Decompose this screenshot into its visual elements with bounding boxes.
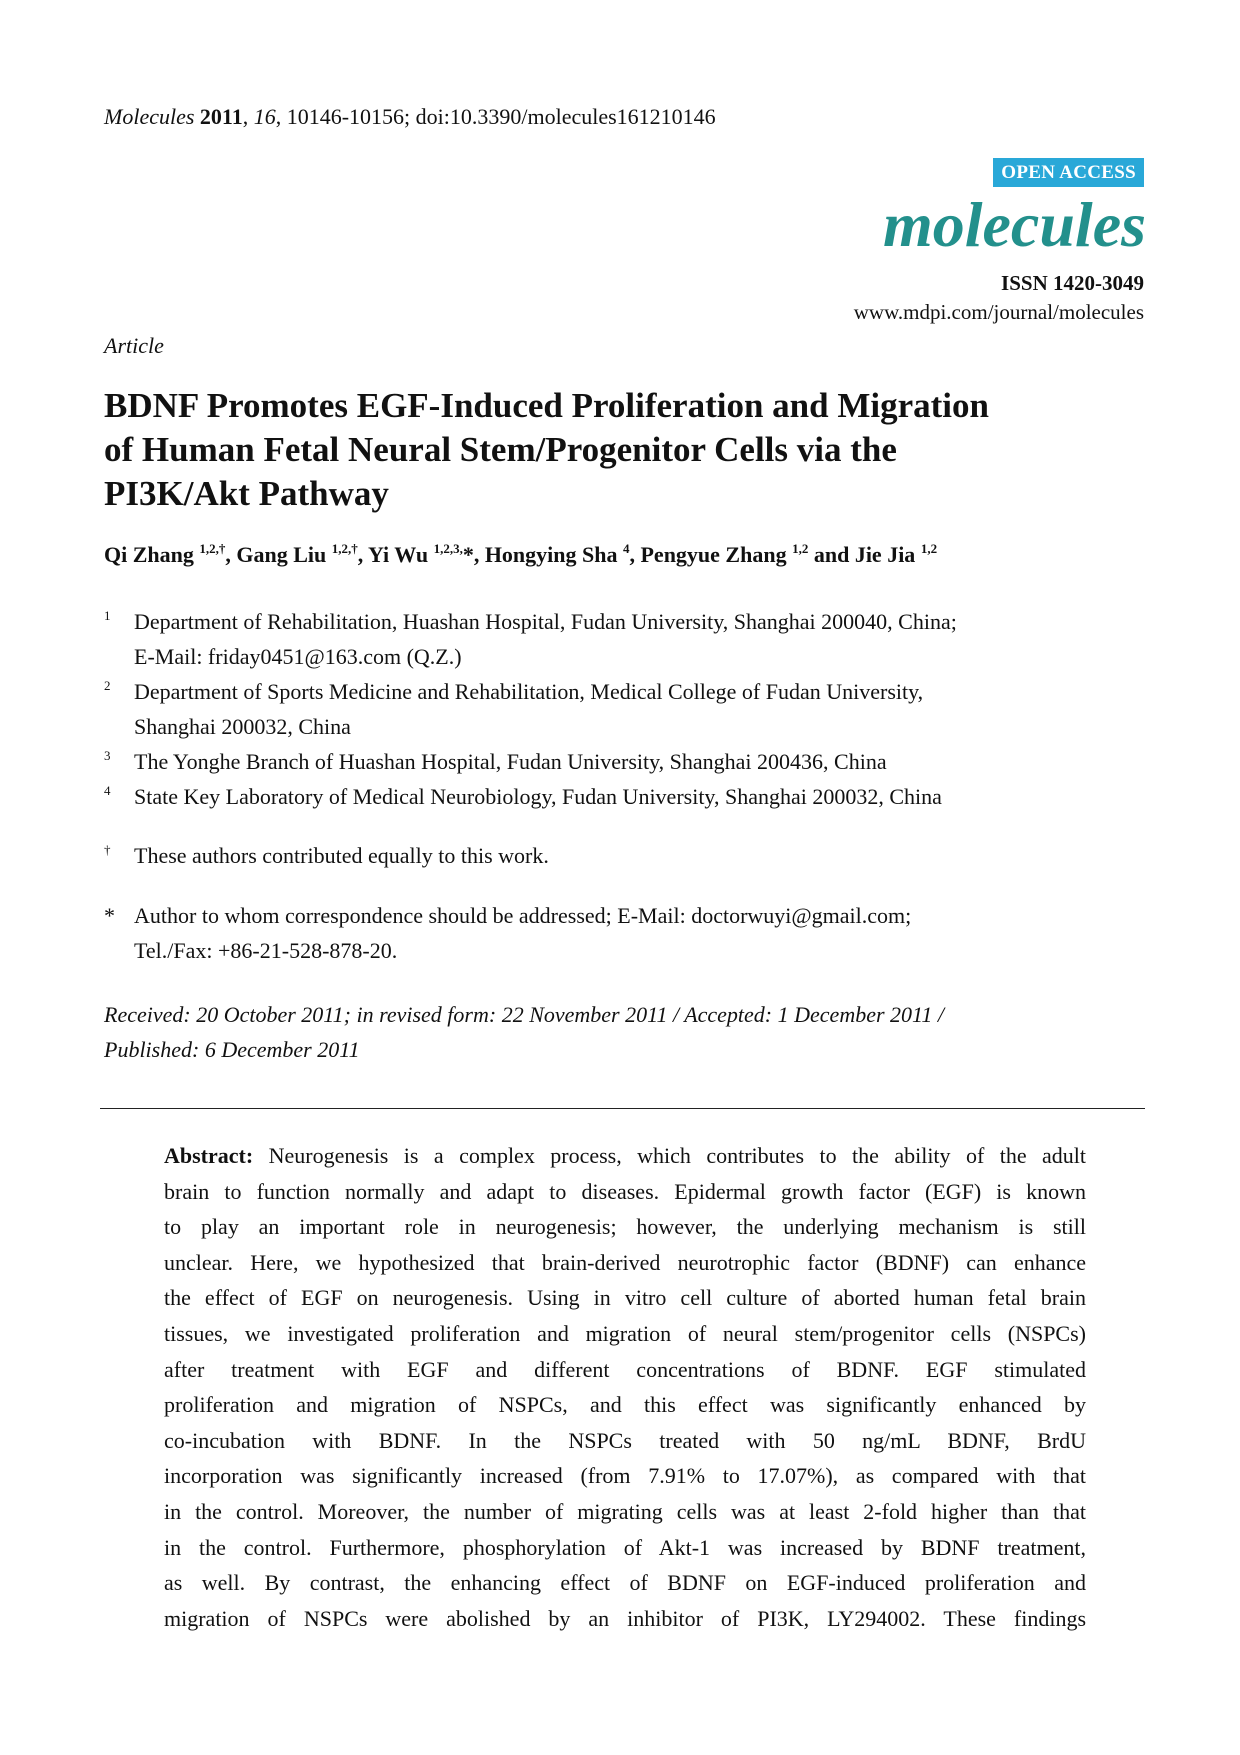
article-title — [104, 384, 1114, 516]
author-affiliation-marks: 1,2 — [920, 541, 938, 556]
author-name: Jie Jia — [854, 542, 916, 567]
abstract-line: brain to function normally and adapt to diseases. Epidermal growth factor (EGF) is known — [164, 1178, 1086, 1204]
author-separator: , — [225, 542, 237, 567]
asterisk-mark: * — [104, 903, 115, 928]
affiliation-email[interactable]: E-Mail: friday0451@163.com (Q.Z.) — [134, 644, 462, 669]
author-affiliation-marks: 1,2 — [792, 541, 809, 556]
citation-journal: Molecules — [104, 104, 195, 129]
author-affiliation-marks: 1,2,3, — [433, 541, 463, 556]
abstract-line: the effect of EGF on neurogenesis. Using in vitro cell culture of aborted human fetal brain — [164, 1285, 1086, 1311]
affiliation-text: Department of Rehabilitation, Huashan Hospital, Fudan University, Shanghai 200040, China; — [134, 609, 957, 634]
citation-line: Molecules 2011, 16, 10146-10156; doi:10.3390/molecules161210146 — [104, 104, 716, 129]
author-list — [104, 542, 937, 568]
dates-line: Received: 20 October 2011; in revised form: 22 November 2011 / Accepted: 1 December 2011 / — [104, 1002, 945, 1027]
affiliation-text: Shanghai 200032, China — [134, 714, 351, 739]
author-name: Pengyue Zhang — [640, 542, 787, 567]
affiliation-text: Department of Sports Medicine and Rehabilitation, Medical College of Fudan University, — [134, 679, 924, 704]
correspondence-phone: Tel./Fax: +86-21-528-878-20. — [134, 938, 398, 963]
equal-contribution-text: These authors contributed equally to this work. — [134, 843, 549, 868]
author-affiliation-marks: 1,2,† — [331, 541, 358, 556]
affiliation-number: 1 — [104, 608, 111, 623]
title-line: PI3K/Akt Pathway — [104, 474, 389, 513]
abstract-text: Neurogenesis is a complex process, which contributes to the ability of the adult — [253, 1143, 1086, 1168]
abstract-line: after treatment with EGF and different concentrations of BDNF. EGF stimulated — [164, 1356, 1086, 1382]
affiliation-text: The Yonghe Branch of Huashan Hospital, Fudan University, Shanghai 200436, China — [134, 749, 887, 774]
abstract-line: to play an important role in neurogenesis; however, the underlying mechanism is still — [164, 1214, 1086, 1240]
author-separator: , — [629, 542, 641, 567]
author-name: Hongying Sha — [484, 542, 618, 567]
citation-pages-doi: , 10146-10156; doi:10.3390/molecules161210146 — [275, 104, 716, 129]
dates-line: Published: 6 December 2011 — [104, 1037, 360, 1062]
author-affiliation-marks: 1,2,† — [199, 541, 226, 556]
author-name: Gang Liu — [236, 542, 327, 567]
correspondence-text: Author to whom correspondence should be addressed; E-Mail: doctorwuyi@gmail.com; — [134, 903, 912, 928]
issn: ISSN 1420-3049 — [1001, 271, 1144, 295]
affiliation-number: 4 — [104, 783, 111, 798]
article-type: Article — [104, 333, 164, 358]
author-separator: , — [357, 542, 368, 567]
citation-volume: 16 — [253, 104, 276, 129]
author-affiliation-marks: 4 — [622, 541, 630, 556]
abstract-line: in the control. Moreover, the number of migrating cells was at least 2-fold higher than that — [164, 1498, 1086, 1524]
dagger-mark: † — [104, 842, 111, 857]
affiliation-text: State Key Laboratory of Medical Neurobiology, Fudan University, Shanghai 200032, China — [134, 784, 942, 809]
author-separator: *, — [462, 542, 485, 567]
title-line: of Human Fetal Neural Stem/Progenitor Cells via the — [104, 430, 897, 469]
author-separator: and — [808, 542, 855, 567]
abstract-line — [164, 1138, 1086, 1174]
abstract-label: Abstract: — [164, 1143, 254, 1168]
open-access-badge: OPEN ACCESS — [993, 158, 1144, 187]
abstract-line: as well. By contrast, the enhancing effect of BDNF on EGF-induced proliferation and — [164, 1570, 1086, 1596]
abstract-line: proliferation and migration of NSPCs, and this effect was significantly enhanced by — [164, 1392, 1086, 1418]
affiliation-number: 3 — [104, 748, 111, 763]
section-divider — [100, 1108, 1145, 1109]
journal-logo: molecules — [882, 189, 1146, 260]
author-name: Yi Wu — [367, 542, 429, 567]
abstract — [164, 1138, 1086, 1636]
author-name: Qi Zhang — [104, 542, 194, 567]
journal-url[interactable]: www.mdpi.com/journal/molecules — [853, 300, 1144, 324]
abstract-line: migration of NSPCs were abolished by an inhibitor of PI3K, LY294002. These findings — [164, 1605, 1086, 1631]
title-line: BDNF Promotes EGF-Induced Proliferation and Migration — [104, 386, 989, 425]
affiliation-number: 2 — [104, 678, 111, 693]
abstract-line: incorporation was significantly increased (from 7.91% to 17.07%), as compared with that — [164, 1463, 1086, 1489]
abstract-line: in the control. Furthermore, phosphorylation of Akt-1 was increased by BDNF treatment, — [164, 1534, 1086, 1560]
citation-year: 2011 — [199, 104, 243, 129]
abstract-line: tissues, we investigated proliferation and migration of neural stem/progenitor cells (NSPCs) — [164, 1320, 1086, 1346]
publication-dates — [104, 997, 944, 1067]
abstract-line: co-incubation with BDNF. In the NSPCs treated with 50 ng/mL BDNF, BrdU — [164, 1427, 1086, 1453]
abstract-line: unclear. Here, we hypothesized that brain-derived neurotrophic factor (BDNF) can enhance — [164, 1249, 1086, 1275]
